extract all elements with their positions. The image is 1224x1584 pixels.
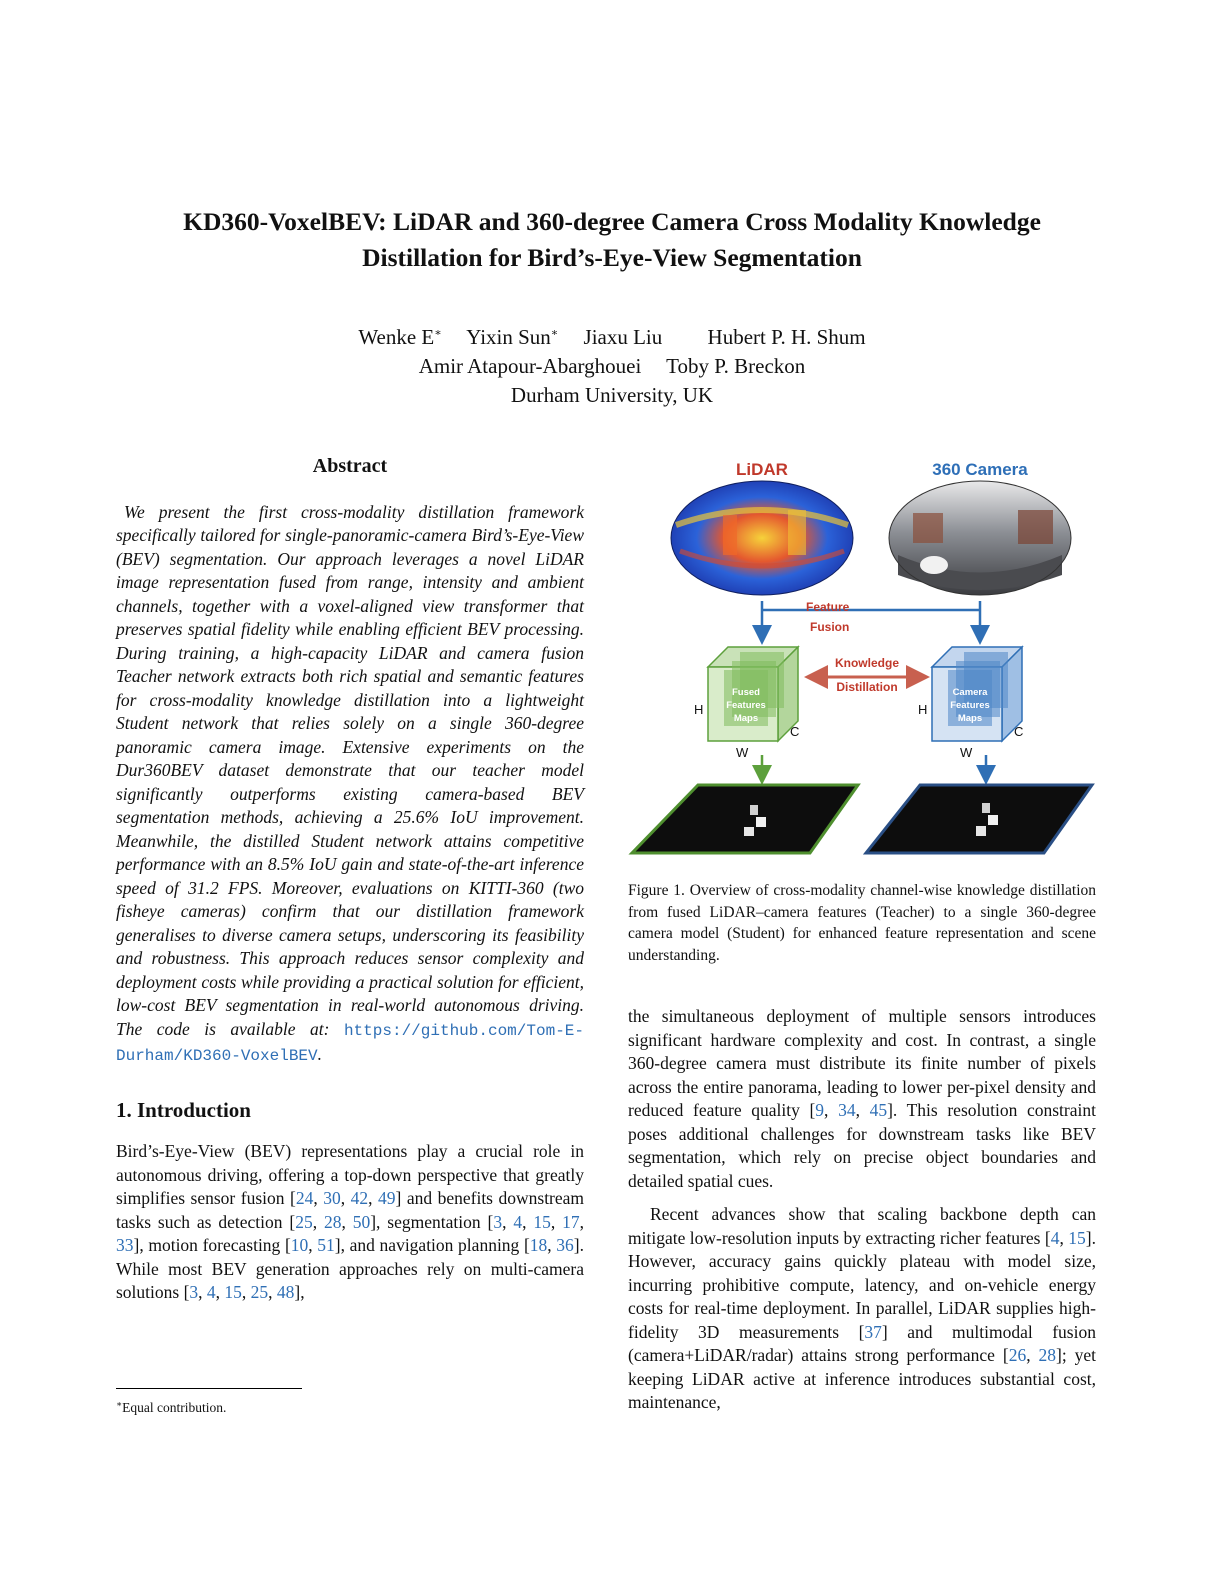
- section-heading-introduction: 1. Introduction: [116, 1097, 251, 1122]
- title-line-2: Distillation for Bird’s-Eye-View Segmentation: [362, 243, 862, 272]
- svg-text:Features: Features: [950, 700, 990, 711]
- citation-link[interactable]: 17: [562, 1211, 580, 1232]
- citation-link[interactable]: 30: [323, 1188, 341, 1208]
- svg-text:W: W: [736, 745, 749, 760]
- paragraph: the simultaneous deployment of multiple sensors introduces significant hardware complexity and cost. In contrast, a single 360-degree camera must distribute its finite number of pixels across the entire panorama, leading to lower per-pixel density and reduced feature quality [9, 34, 45]. This resolution constraint poses additional challenges for downstream tasks like BEV segmentation, which rely on precise object boundaries and detailed spatial cues.: [628, 1006, 1096, 1191]
- citation-link[interactable]: 37: [864, 1321, 882, 1342]
- right-column: [628, 1005, 1096, 1415]
- figure-caption: Figure 1. Overview of cross-modality channel-wise knowledge distillation from fused LiDAR–camera features (Teacher) to a single 360-degree camera model (Student) for enhanced feature representation and scene understanding.: [628, 882, 1096, 964]
- citation-link[interactable]: 48: [276, 1282, 295, 1302]
- citation-link[interactable]: 9: [815, 1100, 825, 1120]
- citation-link[interactable]: 51: [317, 1235, 335, 1255]
- lidar-panorama-image: [671, 481, 853, 595]
- svg-text:Maps: Maps: [957, 713, 983, 724]
- footnote-rule: [116, 1388, 302, 1389]
- citation-link[interactable]: 26: [1008, 1345, 1027, 1365]
- distillation-label: Distillation: [836, 680, 898, 694]
- citation-link[interactable]: 45: [869, 1100, 888, 1120]
- paragraph: Recent advances show that scaling backbone depth can mitigate low-resolution inputs by extracting richer features [4, 15]. However, accuracy gains quickly plateau with model size, incurring prohibitive compute, latency, and on-vehicle energy costs for real-time deployment. In parallel, LiDAR supplies high-fidelity 3D measurements [37] and multimodal fusion (camera+LiDAR/radar) attains strong performance [26, 28]; yet keeping LiDAR active at inference introduces substantial cost, maintenance,: [628, 1204, 1096, 1412]
- feature-label: Feature: [806, 600, 850, 614]
- camera-label: 360 Camera: [932, 460, 1028, 479]
- equal-contribution-mark: ∗: [550, 327, 559, 339]
- student-feature-cube: [918, 647, 1023, 760]
- citation-link[interactable]: 15: [224, 1282, 242, 1302]
- paper-title: [100, 204, 1124, 276]
- citation-link[interactable]: 15: [1068, 1227, 1086, 1248]
- camera-panorama-image: [889, 481, 1071, 595]
- svg-text:Camera: Camera: [952, 687, 988, 698]
- author-name: Jiaxu Liu: [583, 325, 663, 349]
- citation-link[interactable]: 4: [1050, 1227, 1060, 1248]
- citation-link[interactable]: 4: [206, 1282, 216, 1302]
- author-name: Hubert P. H. Shum: [707, 325, 866, 349]
- citation-link[interactable]: 3: [493, 1211, 503, 1232]
- citation-link[interactable]: 42: [350, 1188, 369, 1208]
- abstract-heading: Abstract: [312, 455, 388, 477]
- knowledge-label: Knowledge: [834, 656, 900, 670]
- citation-link[interactable]: 15: [533, 1211, 551, 1232]
- citation-link[interactable]: 34: [838, 1100, 856, 1120]
- citation-link[interactable]: 50: [352, 1211, 371, 1232]
- citation-link[interactable]: 28: [1038, 1345, 1056, 1365]
- svg-text:Maps: Maps: [733, 713, 759, 724]
- citation-link[interactable]: 33: [116, 1235, 134, 1255]
- citation-link[interactable]: 49: [378, 1188, 396, 1208]
- left-column: [116, 455, 584, 1305]
- author-name: Toby P. Breckon: [666, 354, 806, 378]
- citation-link[interactable]: 25: [250, 1282, 269, 1302]
- citation-link[interactable]: 4: [513, 1211, 523, 1232]
- student-bev-output: [866, 785, 1092, 853]
- svg-text:H: H: [918, 702, 928, 717]
- equal-contribution-mark: ∗: [434, 327, 442, 339]
- citation-link[interactable]: 3: [189, 1282, 199, 1302]
- citation-link[interactable]: 10: [290, 1235, 309, 1255]
- citation-link[interactable]: 24: [295, 1188, 314, 1208]
- teacher-bev-output: [632, 785, 858, 853]
- author-name: Wenke E: [358, 325, 435, 349]
- author-name: Amir Atapour-Abarghouei: [418, 354, 642, 378]
- footnote: ∗Equal contribution.: [116, 1399, 227, 1415]
- fusion-label: Fusion: [810, 620, 850, 634]
- svg-text:Fused: Fused: [732, 687, 760, 698]
- title-line-1: KD360-VoxelBEV: LiDAR and 360-degree Camera Cross Modality Knowledge: [183, 207, 1041, 236]
- figure-1: [628, 455, 1096, 860]
- citation-link[interactable]: 25: [295, 1211, 313, 1232]
- abstract-text: We present the first cross-modality distillation framework specifically tailored for single-panoramic-camera Bird’s-Eye-View (BEV) segmentation. Our approach leverages a novel LiDAR image representation fused from range, intensity and ambient channels, together with a voxel-aligned view transformer that preserves spatial fidelity while enabling efficient BEV processing. During training, a high-capacity LiDAR and camera fusion Teacher network extracts both rich spatial and semantic features for cross-modality knowledge distillation into a lightweight Student network that relies solely on a single 360-degree panoramic camera image. Extensive experiments on the Dur360BEV dataset demonstrate that our teacher model significantly outperforms existing camera-based BEV segmentation methods, achieving a 25.6% IoU improvement. Meanwhile, the distilled Student network attains competitive performance with an 8.5% IoU gain and state-of-the-art inference speed of 31.2 FPS. Moreover, evaluations on KITTI-360 (two fisheye cameras) confirm that our distillation framework generalises to diverse camera setups, underscoring its feasibility and robustness. This approach reduces sensor complexity and deployment costs while providing a practical solution for efficient, low-cost BEV segmentation in real-world autonomous driving. The code is available at: https://github.com/Tom-E-Durham/KD360-VoxelBEV.: [116, 501, 584, 1065]
- svg-text:Features: Features: [726, 700, 766, 711]
- author-name: Yixin Sun: [466, 325, 551, 349]
- teacher-feature-cube: [694, 647, 799, 760]
- svg-text:W: W: [960, 745, 973, 760]
- citation-link[interactable]: 28: [323, 1211, 342, 1232]
- svg-text:C: C: [790, 724, 800, 739]
- author-block: [100, 319, 1124, 410]
- citation-link[interactable]: 18: [529, 1235, 548, 1255]
- svg-text:C: C: [1014, 724, 1024, 739]
- citation-link[interactable]: 36: [556, 1235, 574, 1255]
- introduction-paragraph: Bird’s-Eye-View (BEV) representations play a crucial role in autonomous driving, offering a top-down perspective that greatly simplifies sensor fusion [24, 30, 42, 49] and benefits downstream tasks such as detection [25, 28, 50], segmentation [3, 4, 15, 17, 33], motion forecasting [10, 51], and navigation planning [18, 36]. While most BEV generation approaches rely on multi-camera solutions [3, 4, 15, 25, 48],: [116, 1141, 585, 1302]
- figure-diagram: [628, 455, 1096, 860]
- lidar-label: LiDAR: [736, 460, 788, 479]
- svg-text:H: H: [694, 702, 704, 717]
- code-link[interactable]: https://github.com/Tom-E-Durham/KD360-VoxelBEV: [116, 1021, 584, 1065]
- affiliation: Durham University, UK: [510, 383, 714, 407]
